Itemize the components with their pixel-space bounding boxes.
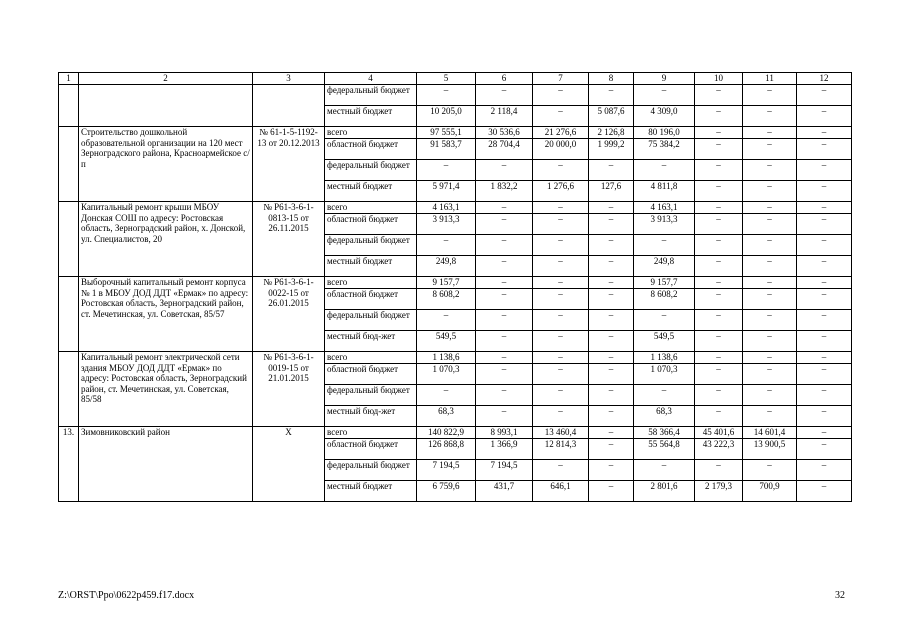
value-cell: 1 366,9 xyxy=(476,439,533,460)
value-cell: – xyxy=(476,277,533,289)
value-cell: – xyxy=(797,85,852,106)
column-number: 11 xyxy=(743,73,797,85)
table-row xyxy=(59,202,852,214)
column-number: 8 xyxy=(589,73,634,85)
value-cell: 1 138,6 xyxy=(634,352,695,364)
value-cell: – xyxy=(476,160,533,181)
column-number: 12 xyxy=(797,73,852,85)
value-cell: 3 913,3 xyxy=(417,214,476,235)
value-cell: – xyxy=(743,277,797,289)
funding-source-cell: местный бюджет xyxy=(325,256,417,277)
object-name-cell: Капитальный ремонт электрической сети здания МБОУ ДОД ДДТ «Ермак» по адресу: Ростовская область, Зерноградский район, ст. Мечетинская, ул. Советская, 85/58 xyxy=(79,352,253,427)
funding-source-cell: местный бюджет xyxy=(325,106,417,127)
funding-source-cell: федеральный бюджет xyxy=(325,385,417,406)
value-cell: – xyxy=(743,202,797,214)
value-cell: – xyxy=(533,106,589,127)
value-cell: 1 999,2 xyxy=(589,139,634,160)
value-cell: – xyxy=(695,127,743,139)
value-cell: – xyxy=(695,331,743,352)
row-number-cell: 13. xyxy=(59,427,79,502)
value-cell: – xyxy=(743,352,797,364)
value-cell: – xyxy=(634,385,695,406)
funding-source-cell: местный бюджет xyxy=(325,181,417,202)
value-cell: – xyxy=(533,235,589,256)
file-path: Z:\ORST\Ppo\0622p459.f17.docx xyxy=(58,590,195,601)
value-cell: – xyxy=(743,331,797,352)
column-number: 10 xyxy=(695,73,743,85)
value-cell: 1 070,3 xyxy=(417,364,476,385)
value-cell: – xyxy=(634,85,695,106)
table-body xyxy=(59,73,852,502)
row-number-cell xyxy=(59,127,79,202)
value-cell: 8 608,2 xyxy=(417,289,476,310)
value-cell: – xyxy=(533,364,589,385)
value-cell: – xyxy=(695,235,743,256)
value-cell: 646,1 xyxy=(533,481,589,502)
value-cell: – xyxy=(589,439,634,460)
value-cell: – xyxy=(589,310,634,331)
value-cell: – xyxy=(589,364,634,385)
funding-source-cell: местный бюд-жет xyxy=(325,406,417,427)
funding-source-cell: всего xyxy=(325,352,417,364)
value-cell: – xyxy=(476,85,533,106)
value-cell: – xyxy=(743,139,797,160)
value-cell: 2 118,4 xyxy=(476,106,533,127)
value-cell: – xyxy=(743,310,797,331)
value-cell: 91 583,7 xyxy=(417,139,476,160)
value-cell: 4 811,8 xyxy=(634,181,695,202)
value-cell: – xyxy=(589,256,634,277)
value-cell: – xyxy=(533,277,589,289)
value-cell: – xyxy=(797,439,852,460)
value-cell: – xyxy=(797,352,852,364)
funding-source-cell: местный бюджет xyxy=(325,481,417,502)
value-cell: – xyxy=(743,85,797,106)
document-cell: № Р61-3-6-1-0022-15 от 26.01.2015 xyxy=(253,277,325,352)
value-cell: – xyxy=(797,106,852,127)
value-cell: – xyxy=(589,427,634,439)
funding-source-cell: всего xyxy=(325,202,417,214)
funding-source-cell: областной бюджет xyxy=(325,364,417,385)
value-cell: – xyxy=(797,127,852,139)
value-cell: 6 759,6 xyxy=(417,481,476,502)
value-cell: – xyxy=(589,85,634,106)
value-cell: – xyxy=(476,406,533,427)
object-name-cell: Зимовниковский район xyxy=(79,427,253,502)
value-cell: – xyxy=(743,106,797,127)
value-cell: – xyxy=(533,289,589,310)
value-cell: – xyxy=(797,364,852,385)
value-cell: – xyxy=(695,139,743,160)
value-cell: – xyxy=(589,160,634,181)
value-cell: – xyxy=(634,460,695,481)
value-cell: 549,5 xyxy=(634,331,695,352)
table-row xyxy=(59,127,852,139)
value-cell: 75 384,2 xyxy=(634,139,695,160)
document-cell: Х xyxy=(253,427,325,502)
value-cell: 13 460,4 xyxy=(533,427,589,439)
header-row xyxy=(59,73,852,85)
value-cell: – xyxy=(695,106,743,127)
value-cell: 5 971,4 xyxy=(417,181,476,202)
funding-source-cell: областной бюджет xyxy=(325,139,417,160)
value-cell: – xyxy=(743,289,797,310)
value-cell: – xyxy=(533,460,589,481)
value-cell: 43 222,3 xyxy=(695,439,743,460)
value-cell: – xyxy=(695,460,743,481)
value-cell: – xyxy=(797,139,852,160)
value-cell: 1 138,6 xyxy=(417,352,476,364)
funding-source-cell: всего xyxy=(325,427,417,439)
value-cell: – xyxy=(417,160,476,181)
funding-source-cell: областной бюджет xyxy=(325,289,417,310)
column-number: 3 xyxy=(253,73,325,85)
value-cell: – xyxy=(695,181,743,202)
value-cell: – xyxy=(797,202,852,214)
value-cell: – xyxy=(743,364,797,385)
value-cell: – xyxy=(476,364,533,385)
table-row xyxy=(59,427,852,439)
value-cell: 13 900,5 xyxy=(743,439,797,460)
value-cell: 2 801,6 xyxy=(634,481,695,502)
value-cell: – xyxy=(797,160,852,181)
value-cell: – xyxy=(695,160,743,181)
value-cell: 30 536,6 xyxy=(476,127,533,139)
value-cell: – xyxy=(476,256,533,277)
value-cell: 2 126,8 xyxy=(589,127,634,139)
value-cell: – xyxy=(797,289,852,310)
value-cell: – xyxy=(417,235,476,256)
funding-source-cell: федеральный бюджет xyxy=(325,235,417,256)
value-cell: – xyxy=(695,289,743,310)
value-cell: – xyxy=(476,235,533,256)
document-cell xyxy=(253,85,325,127)
value-cell: – xyxy=(797,277,852,289)
value-cell: 7 194,5 xyxy=(417,460,476,481)
value-cell: 5 087,6 xyxy=(589,106,634,127)
value-cell: 2 179,3 xyxy=(695,481,743,502)
value-cell: – xyxy=(743,235,797,256)
column-number: 7 xyxy=(533,73,589,85)
value-cell: – xyxy=(533,256,589,277)
funding-source-cell: областной бюджет xyxy=(325,214,417,235)
value-cell: – xyxy=(533,406,589,427)
value-cell: 4 163,1 xyxy=(417,202,476,214)
value-cell: 97 555,1 xyxy=(417,127,476,139)
value-cell: 8 608,2 xyxy=(634,289,695,310)
value-cell: – xyxy=(589,385,634,406)
value-cell: 4 309,0 xyxy=(634,106,695,127)
value-cell: – xyxy=(476,310,533,331)
value-cell: – xyxy=(589,481,634,502)
document-cell: № 61-1-5-1192-13 от 20.12.2013 xyxy=(253,127,325,202)
value-cell: – xyxy=(589,289,634,310)
funding-source-cell: всего xyxy=(325,277,417,289)
value-cell: 549,5 xyxy=(417,331,476,352)
value-cell: 1 276,6 xyxy=(533,181,589,202)
value-cell: 7 194,5 xyxy=(476,460,533,481)
value-cell: – xyxy=(695,256,743,277)
value-cell: 12 814,3 xyxy=(533,439,589,460)
value-cell: – xyxy=(695,214,743,235)
value-cell: 80 196,0 xyxy=(634,127,695,139)
value-cell: – xyxy=(797,214,852,235)
document-cell: № Р61-3-6-1-0813-15 от 26.11.2015 xyxy=(253,202,325,277)
value-cell: – xyxy=(533,214,589,235)
value-cell: – xyxy=(743,385,797,406)
value-cell: – xyxy=(589,235,634,256)
funding-source-cell: федеральный бюджет xyxy=(325,160,417,181)
value-cell: 45 401,6 xyxy=(695,427,743,439)
row-number-cell xyxy=(59,277,79,352)
value-cell: – xyxy=(797,181,852,202)
value-cell: 140 822,9 xyxy=(417,427,476,439)
value-cell: – xyxy=(743,460,797,481)
object-name-cell: Строительство дошкольной образовательной организации на 120 мест Зерноградского района, Красноармейское с/п xyxy=(79,127,253,202)
value-cell: – xyxy=(589,352,634,364)
budget-table xyxy=(58,72,852,502)
value-cell: – xyxy=(589,214,634,235)
value-cell: – xyxy=(634,160,695,181)
value-cell: – xyxy=(476,331,533,352)
value-cell: – xyxy=(589,277,634,289)
value-cell: 431,7 xyxy=(476,481,533,502)
funding-source-cell: федеральный бюджет xyxy=(325,85,417,106)
value-cell: – xyxy=(797,310,852,331)
value-cell: 126 868,8 xyxy=(417,439,476,460)
funding-source-cell: местный бюд-жет xyxy=(325,331,417,352)
funding-source-cell: федеральный бюджет xyxy=(325,460,417,481)
page-number: 32 xyxy=(835,590,845,601)
value-cell: 68,3 xyxy=(417,406,476,427)
value-cell: – xyxy=(476,214,533,235)
column-number: 5 xyxy=(417,73,476,85)
value-cell: 700,9 xyxy=(743,481,797,502)
value-cell: 249,8 xyxy=(634,256,695,277)
value-cell: 9 157,7 xyxy=(634,277,695,289)
value-cell: 127,6 xyxy=(589,181,634,202)
value-cell: 55 564,8 xyxy=(634,439,695,460)
value-cell: – xyxy=(695,85,743,106)
row-number-cell xyxy=(59,85,79,127)
value-cell: – xyxy=(797,235,852,256)
value-cell: – xyxy=(797,406,852,427)
value-cell: 20 000,0 xyxy=(533,139,589,160)
object-name-cell xyxy=(79,85,253,127)
column-number: 6 xyxy=(476,73,533,85)
value-cell: – xyxy=(589,406,634,427)
funding-source-cell: областной бюджет xyxy=(325,439,417,460)
value-cell: 14 601,4 xyxy=(743,427,797,439)
value-cell: 9 157,7 xyxy=(417,277,476,289)
value-cell: – xyxy=(533,85,589,106)
value-cell: – xyxy=(589,460,634,481)
value-cell: – xyxy=(695,202,743,214)
column-number: 9 xyxy=(634,73,695,85)
column-number: 4 xyxy=(325,73,417,85)
value-cell: – xyxy=(634,235,695,256)
value-cell: – xyxy=(797,460,852,481)
value-cell: – xyxy=(589,331,634,352)
row-number-cell xyxy=(59,352,79,427)
value-cell: – xyxy=(695,352,743,364)
value-cell: 4 163,1 xyxy=(634,202,695,214)
value-cell: – xyxy=(797,331,852,352)
value-cell: – xyxy=(476,202,533,214)
value-cell: – xyxy=(634,310,695,331)
value-cell: – xyxy=(417,85,476,106)
column-number: 1 xyxy=(59,73,79,85)
value-cell: – xyxy=(533,202,589,214)
column-number: 2 xyxy=(79,73,253,85)
value-cell: – xyxy=(589,202,634,214)
value-cell: – xyxy=(743,127,797,139)
value-cell: 3 913,3 xyxy=(634,214,695,235)
value-cell: – xyxy=(476,352,533,364)
object-name-cell: Капитальный ремонт крыши МБОУ Донская СОШ по адресу: Ростовская область, Зерноградский район, х. Донской, ул. Специалистов, 20 xyxy=(79,202,253,277)
table-row xyxy=(59,277,852,289)
value-cell: 21 276,6 xyxy=(533,127,589,139)
value-cell: 1 832,2 xyxy=(476,181,533,202)
table-row xyxy=(59,85,852,106)
value-cell: – xyxy=(743,160,797,181)
value-cell: – xyxy=(797,427,852,439)
value-cell: – xyxy=(476,385,533,406)
value-cell: – xyxy=(695,364,743,385)
value-cell: 249,8 xyxy=(417,256,476,277)
value-cell: – xyxy=(695,406,743,427)
document-cell: № Р61-3-6-1-0019-15 от 21.01.2015 xyxy=(253,352,325,427)
value-cell: 10 205,0 xyxy=(417,106,476,127)
funding-source-cell: федеральный бюджет xyxy=(325,310,417,331)
funding-source-cell: всего xyxy=(325,127,417,139)
value-cell: – xyxy=(743,214,797,235)
value-cell: – xyxy=(797,385,852,406)
value-cell: – xyxy=(476,289,533,310)
value-cell: – xyxy=(533,331,589,352)
value-cell: 58 366,4 xyxy=(634,427,695,439)
value-cell: – xyxy=(695,385,743,406)
object-name-cell: Выборочный капитальный ремонт корпуса № 1 в МБОУ ДОД ДДТ «Ермак» по адресу: Ростовская область, Зерноградский район, ст. Мечетинская, ул. Советская, 85/57 xyxy=(79,277,253,352)
value-cell: – xyxy=(743,406,797,427)
value-cell: 28 704,4 xyxy=(476,139,533,160)
value-cell: – xyxy=(417,310,476,331)
value-cell: – xyxy=(533,352,589,364)
value-cell: – xyxy=(533,310,589,331)
value-cell: 68,3 xyxy=(634,406,695,427)
row-number-cell xyxy=(59,202,79,277)
value-cell: – xyxy=(533,160,589,181)
table-row xyxy=(59,352,852,364)
value-cell: – xyxy=(695,277,743,289)
value-cell: 8 993,1 xyxy=(476,427,533,439)
value-cell: – xyxy=(797,481,852,502)
value-cell: – xyxy=(743,181,797,202)
value-cell: 1 070,3 xyxy=(634,364,695,385)
value-cell: – xyxy=(695,310,743,331)
value-cell: – xyxy=(417,385,476,406)
value-cell: – xyxy=(743,256,797,277)
value-cell: – xyxy=(797,256,852,277)
value-cell: – xyxy=(533,385,589,406)
